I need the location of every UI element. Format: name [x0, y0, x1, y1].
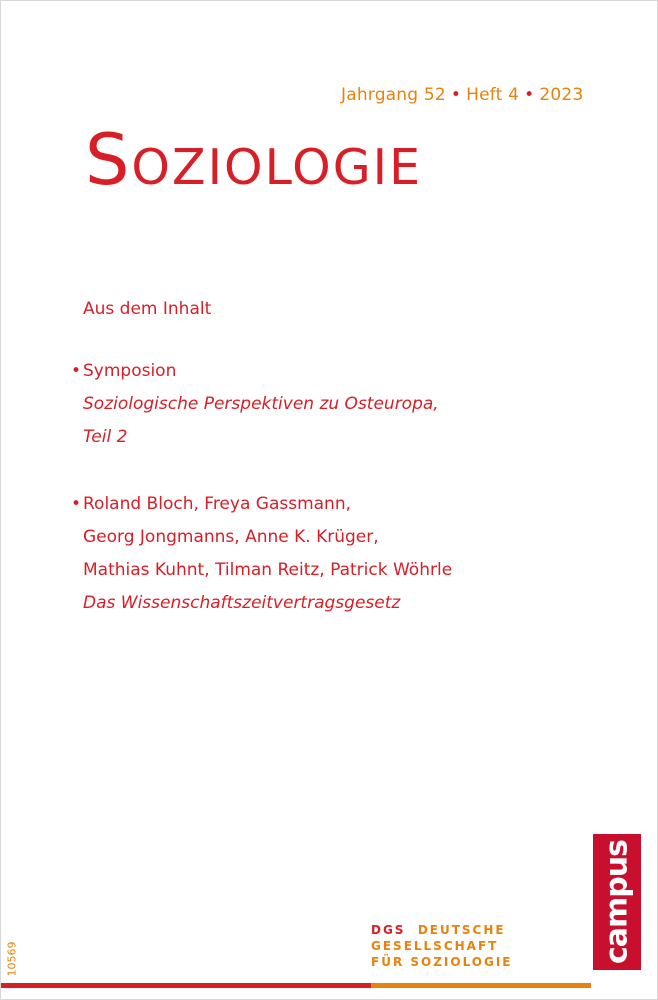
entry-heading: Symposion [83, 361, 177, 381]
publisher-logo-text: campus [599, 840, 635, 964]
entry-authors-line: Georg Jongmanns, Anne K. Krüger, [83, 527, 379, 547]
issn-code: 10569 [5, 941, 19, 977]
entry-authors-line: Mathias Kuhnt, Tilman Reitz, Patrick Wöhrle [83, 560, 453, 580]
issue-info [341, 85, 583, 105]
publisher-logo [593, 834, 641, 970]
society-line: FÜR SOZIOLOGIE [371, 955, 513, 969]
contents-entry-article [71, 488, 452, 620]
entry-title-line: Teil 2 [83, 427, 128, 447]
bullet: • [71, 494, 82, 514]
volume: Jahrgang 52 [341, 85, 446, 105]
entry-line [71, 488, 452, 521]
entry-authors: Roland Bloch, Freya Gassmann, [83, 494, 352, 514]
entry-line [71, 355, 439, 388]
contents-heading: Aus dem Inhalt [83, 299, 212, 319]
entry-title-line: Soziologische Perspektiven zu Osteuropa, [83, 394, 439, 414]
society-line: DEUTSCHE [417, 923, 506, 937]
society-logo [371, 922, 513, 970]
society-abbr: DGS [371, 923, 406, 937]
issue-number: Heft 4 [466, 85, 520, 105]
separator-dot: • [524, 85, 535, 105]
footer-bar-red [1, 983, 371, 988]
entry-title-line: Das Wissenschaftszeitvertragsgesetz [83, 593, 401, 613]
year: 2023 [539, 85, 584, 105]
journal-title: Soziologie [85, 119, 423, 201]
contents-entry-symposion [71, 355, 439, 454]
separator-dot: • [450, 85, 462, 105]
bullet: • [71, 361, 82, 381]
society-line: GESELLSCHAFT [371, 939, 499, 953]
